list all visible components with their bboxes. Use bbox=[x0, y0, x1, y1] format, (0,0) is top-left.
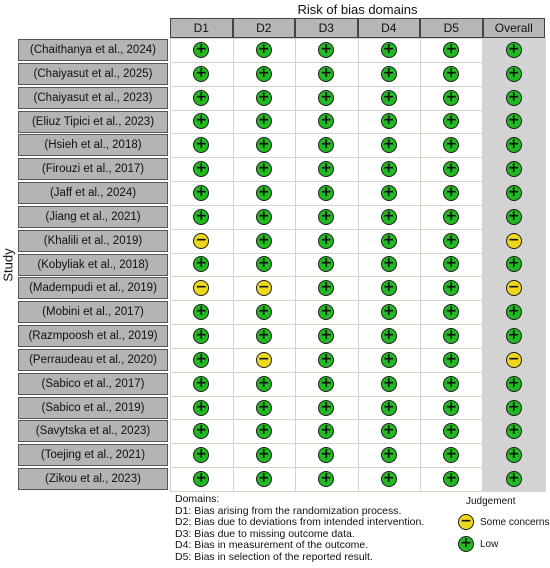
column-header-overall: Overall bbox=[483, 18, 546, 38]
low-risk-icon: + bbox=[318, 352, 334, 368]
study-label: (Jiang et al., 2021) bbox=[18, 206, 168, 228]
grid-column-line bbox=[170, 38, 171, 491]
low-risk-icon: + bbox=[256, 423, 272, 439]
low-risk-icon: + bbox=[318, 400, 334, 416]
low-risk-icon: + bbox=[381, 113, 397, 129]
low-risk-icon: + bbox=[256, 447, 272, 463]
study-label: (Eliuz Tipici et al., 2023) bbox=[18, 111, 168, 133]
low-risk-icon: + bbox=[381, 90, 397, 106]
study-label: (Zikou et al., 2023) bbox=[18, 468, 168, 490]
column-header-d3: D3 bbox=[295, 18, 358, 38]
column-header-d5: D5 bbox=[420, 18, 483, 38]
low-risk-icon: + bbox=[506, 400, 522, 416]
low-risk-icon: + bbox=[381, 209, 397, 225]
low-risk-icon: + bbox=[256, 90, 272, 106]
low-risk-icon: + bbox=[256, 209, 272, 225]
low-risk-icon: + bbox=[381, 233, 397, 249]
domain-d5-description: D5: Bias in selection of the reported result. bbox=[175, 550, 373, 563]
study-label: (Mobini et al., 2017) bbox=[18, 301, 168, 323]
study-label: (Hsieh et al., 2018) bbox=[18, 134, 168, 156]
domain-d1-description: D1: Bias arising from the randomization process. bbox=[175, 504, 402, 517]
low-risk-icon: + bbox=[256, 471, 272, 487]
low-risk-icon: + bbox=[318, 423, 334, 439]
low-risk-icon: + bbox=[381, 185, 397, 201]
y-axis-label: Study bbox=[0, 248, 16, 282]
legend-label-low: Low bbox=[480, 539, 499, 550]
low-risk-icon: + bbox=[458, 536, 474, 552]
low-risk-icon: + bbox=[318, 66, 334, 82]
low-risk-icon: + bbox=[193, 328, 209, 344]
some-concerns-icon: − bbox=[193, 233, 209, 249]
low-risk-icon: + bbox=[443, 233, 459, 249]
study-label: (Kobyliak et al., 2018) bbox=[18, 254, 168, 276]
judgement-legend bbox=[452, 496, 550, 558]
study-label: (Toejing et al., 2021) bbox=[18, 444, 168, 466]
low-risk-icon: + bbox=[443, 280, 459, 296]
low-risk-icon: + bbox=[381, 304, 397, 320]
low-risk-icon: + bbox=[193, 352, 209, 368]
low-risk-icon: + bbox=[256, 161, 272, 177]
low-risk-icon: + bbox=[506, 304, 522, 320]
study-label: (Savytska et al., 2023) bbox=[18, 420, 168, 442]
some-concerns-icon: − bbox=[506, 352, 522, 368]
domains-heading: Domains: bbox=[175, 493, 220, 505]
low-risk-icon: + bbox=[318, 185, 334, 201]
study-label: (Chaithanya et al., 2024) bbox=[18, 39, 168, 61]
grid-column-line bbox=[545, 38, 546, 491]
low-risk-icon: + bbox=[193, 304, 209, 320]
low-risk-icon: + bbox=[381, 256, 397, 272]
study-label: (Perraudeau et al., 2020) bbox=[18, 349, 168, 371]
study-label: (Khalili et al., 2019) bbox=[18, 230, 168, 252]
low-risk-icon: + bbox=[193, 400, 209, 416]
low-risk-icon: + bbox=[381, 66, 397, 82]
low-risk-icon: + bbox=[506, 161, 522, 177]
low-risk-icon: + bbox=[318, 447, 334, 463]
low-risk-icon: + bbox=[193, 137, 209, 153]
low-risk-icon: + bbox=[318, 209, 334, 225]
low-risk-icon: + bbox=[193, 256, 209, 272]
low-risk-icon: + bbox=[256, 137, 272, 153]
low-risk-icon: + bbox=[318, 90, 334, 106]
legend-label-some-concerns: Some concerns bbox=[480, 517, 550, 528]
study-label: (Jaff et al., 2024) bbox=[18, 182, 168, 204]
low-risk-icon: + bbox=[506, 209, 522, 225]
column-header-d1: D1 bbox=[170, 18, 233, 38]
some-concerns-icon: − bbox=[506, 233, 522, 249]
grid-column-line bbox=[358, 38, 359, 491]
low-risk-icon: + bbox=[193, 423, 209, 439]
low-risk-icon: + bbox=[443, 447, 459, 463]
low-risk-icon: + bbox=[193, 209, 209, 225]
low-risk-icon: + bbox=[443, 42, 459, 58]
low-risk-icon: + bbox=[256, 113, 272, 129]
low-risk-icon: + bbox=[381, 471, 397, 487]
low-risk-icon: + bbox=[506, 113, 522, 129]
low-risk-icon: + bbox=[193, 447, 209, 463]
low-risk-icon: + bbox=[318, 42, 334, 58]
legend-item-low bbox=[452, 536, 550, 556]
study-label: (Sabico et al., 2019) bbox=[18, 397, 168, 419]
legend-title: Judgement bbox=[466, 496, 516, 507]
low-risk-icon: + bbox=[506, 90, 522, 106]
grid-column-line bbox=[295, 38, 296, 491]
low-risk-icon: + bbox=[506, 137, 522, 153]
low-risk-icon: + bbox=[318, 113, 334, 129]
low-risk-icon: + bbox=[318, 328, 334, 344]
low-risk-icon: + bbox=[256, 185, 272, 201]
some-concerns-icon: − bbox=[193, 280, 209, 296]
low-risk-icon: + bbox=[381, 328, 397, 344]
study-label: (Madempudi et al., 2019) bbox=[18, 277, 168, 299]
low-risk-icon: + bbox=[193, 471, 209, 487]
low-risk-icon: + bbox=[193, 161, 209, 177]
low-risk-icon: + bbox=[381, 137, 397, 153]
study-label: (Razmpoosh et al., 2019) bbox=[18, 325, 168, 347]
low-risk-icon: + bbox=[381, 447, 397, 463]
some-concerns-icon: − bbox=[256, 280, 272, 296]
low-risk-icon: + bbox=[256, 233, 272, 249]
low-risk-icon: + bbox=[318, 137, 334, 153]
study-label: (Firouzi et al., 2017) bbox=[18, 158, 168, 180]
low-risk-icon: + bbox=[381, 423, 397, 439]
low-risk-icon: + bbox=[381, 352, 397, 368]
low-risk-icon: + bbox=[381, 161, 397, 177]
low-risk-icon: + bbox=[443, 423, 459, 439]
low-risk-icon: + bbox=[381, 280, 397, 296]
low-risk-icon: + bbox=[506, 328, 522, 344]
low-risk-icon: + bbox=[318, 256, 334, 272]
low-risk-icon: + bbox=[318, 280, 334, 296]
low-risk-icon: + bbox=[443, 304, 459, 320]
low-risk-icon: + bbox=[443, 113, 459, 129]
study-label: (Chaiyasut et al., 2023) bbox=[18, 87, 168, 109]
low-risk-icon: + bbox=[256, 328, 272, 344]
low-risk-icon: + bbox=[381, 376, 397, 392]
low-risk-icon: + bbox=[443, 90, 459, 106]
low-risk-icon: + bbox=[193, 185, 209, 201]
some-concerns-icon: − bbox=[256, 352, 272, 368]
grid-column-line bbox=[420, 38, 421, 491]
column-header-d2: D2 bbox=[233, 18, 296, 38]
some-concerns-icon: − bbox=[458, 514, 474, 530]
low-risk-icon: + bbox=[256, 400, 272, 416]
study-label: (Chaiyasut et al., 2025) bbox=[18, 63, 168, 85]
low-risk-icon: + bbox=[443, 471, 459, 487]
low-risk-icon: + bbox=[318, 161, 334, 177]
low-risk-icon: + bbox=[443, 376, 459, 392]
low-risk-icon: + bbox=[506, 42, 522, 58]
low-risk-icon: + bbox=[443, 209, 459, 225]
low-risk-icon: + bbox=[443, 256, 459, 272]
low-risk-icon: + bbox=[256, 304, 272, 320]
domain-d4-description: D4: Bias in measurement of the outcome. bbox=[175, 539, 369, 552]
grid-row-line bbox=[170, 491, 545, 492]
low-risk-icon: + bbox=[443, 66, 459, 82]
domain-d3-description: D3: Bias due to missing outcome data. bbox=[175, 527, 355, 540]
some-concerns-icon: − bbox=[506, 280, 522, 296]
study-label: (Sabico et al., 2017) bbox=[18, 373, 168, 395]
low-risk-icon: + bbox=[506, 256, 522, 272]
low-risk-icon: + bbox=[443, 185, 459, 201]
grid-column-line bbox=[233, 38, 234, 491]
grid-column-line bbox=[483, 38, 484, 491]
domain-d2-description: D2: Bias due to deviations from intended intervention. bbox=[175, 516, 425, 529]
low-risk-icon: + bbox=[318, 376, 334, 392]
low-risk-icon: + bbox=[318, 304, 334, 320]
low-risk-icon: + bbox=[506, 423, 522, 439]
low-risk-icon: + bbox=[381, 42, 397, 58]
low-risk-icon: + bbox=[193, 113, 209, 129]
low-risk-icon: + bbox=[193, 376, 209, 392]
low-risk-icon: + bbox=[443, 137, 459, 153]
legend-item-some-concerns bbox=[452, 514, 550, 534]
low-risk-icon: + bbox=[506, 471, 522, 487]
low-risk-icon: + bbox=[443, 328, 459, 344]
low-risk-icon: + bbox=[381, 400, 397, 416]
low-risk-icon: + bbox=[318, 233, 334, 249]
low-risk-icon: + bbox=[506, 447, 522, 463]
low-risk-icon: + bbox=[256, 376, 272, 392]
low-risk-icon: + bbox=[256, 256, 272, 272]
low-risk-icon: + bbox=[193, 42, 209, 58]
column-header-d4: D4 bbox=[358, 18, 421, 38]
low-risk-icon: + bbox=[193, 66, 209, 82]
low-risk-icon: + bbox=[256, 66, 272, 82]
low-risk-icon: + bbox=[318, 471, 334, 487]
low-risk-icon: + bbox=[506, 376, 522, 392]
low-risk-icon: + bbox=[256, 42, 272, 58]
low-risk-icon: + bbox=[443, 400, 459, 416]
low-risk-icon: + bbox=[506, 66, 522, 82]
chart-title: Risk of bias domains bbox=[297, 2, 418, 17]
low-risk-icon: + bbox=[443, 352, 459, 368]
domains-key bbox=[175, 494, 424, 564]
low-risk-icon: + bbox=[506, 185, 522, 201]
low-risk-icon: + bbox=[443, 161, 459, 177]
low-risk-icon: + bbox=[193, 90, 209, 106]
